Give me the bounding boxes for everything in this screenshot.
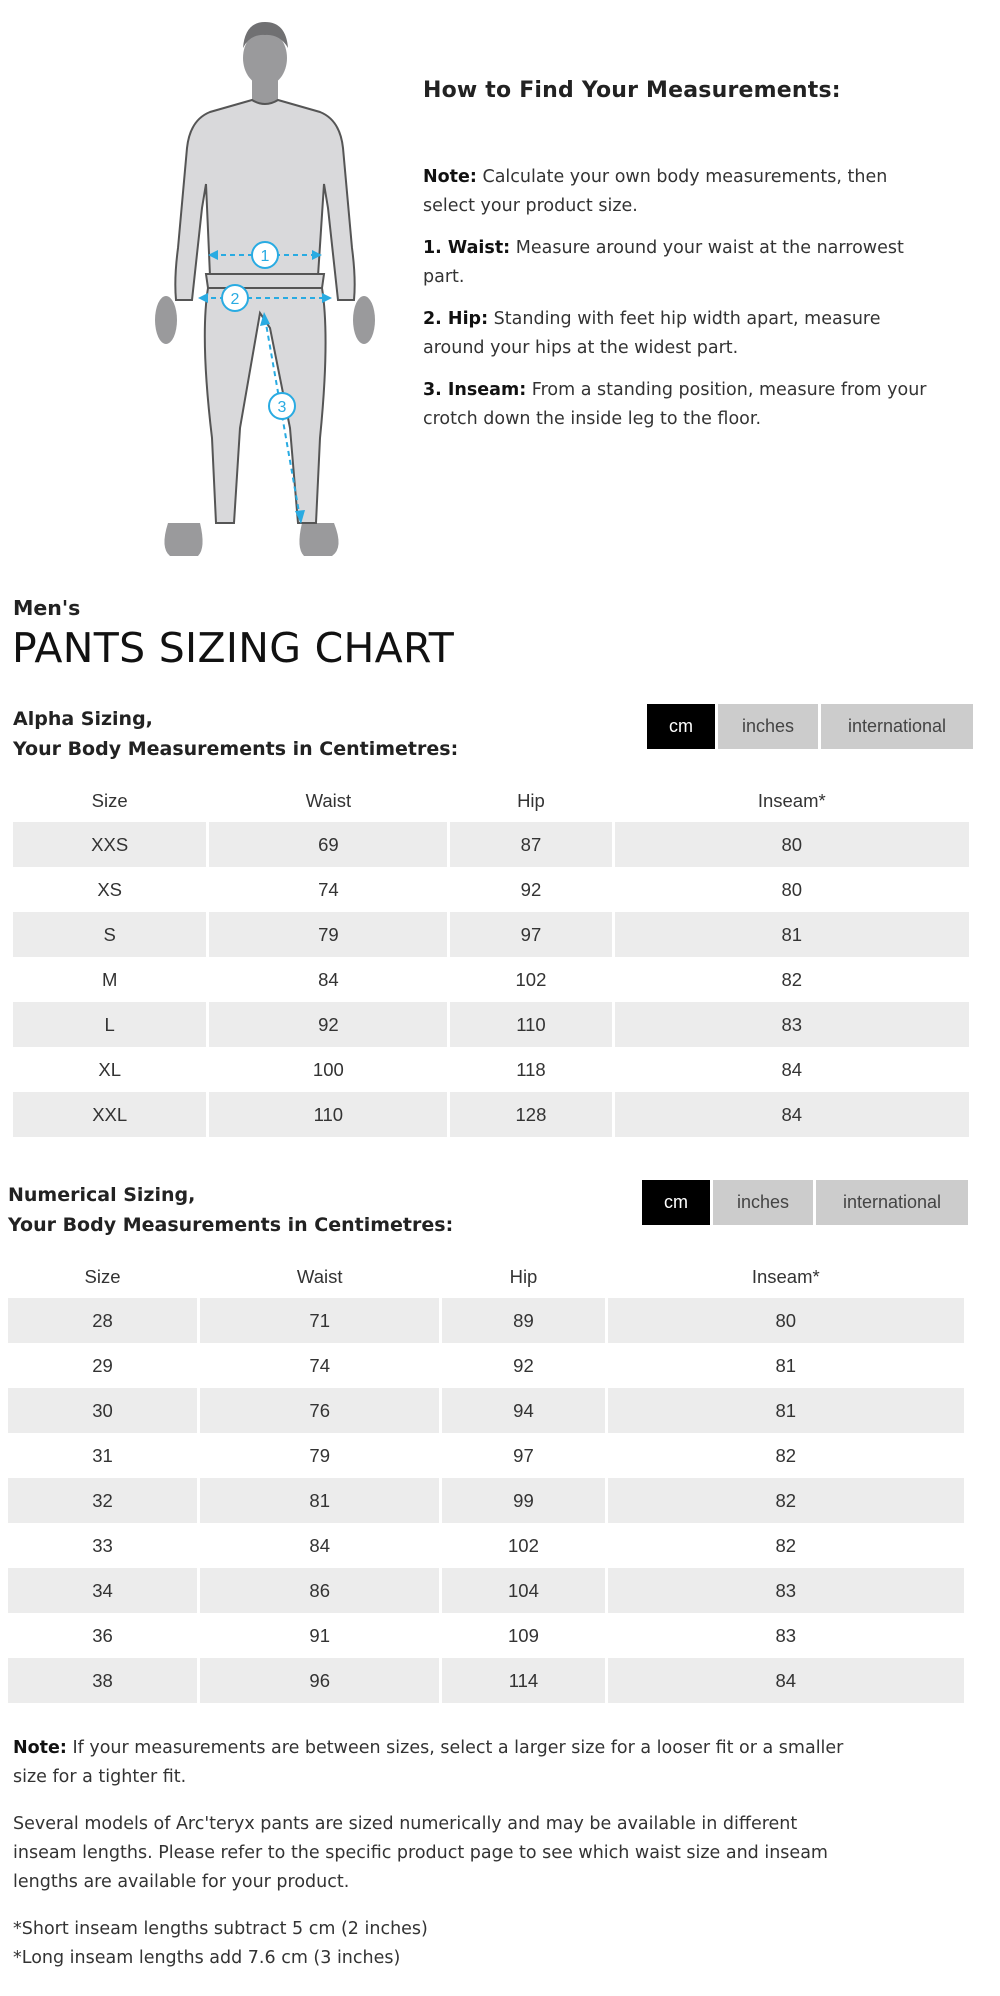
waist-cell: 86 bbox=[200, 1568, 439, 1613]
alpha-sizing-section bbox=[13, 700, 973, 1125]
size-cell: 36 bbox=[92, 1624, 113, 1646]
unit-international-button[interactable]: international bbox=[821, 704, 973, 749]
size-cell: 38 bbox=[8, 1658, 197, 1703]
waist-cell: 110 bbox=[209, 1092, 447, 1137]
column-header-hip: Hip bbox=[509, 1266, 538, 1287]
table-row bbox=[8, 1433, 964, 1478]
inseam-cell: 83 bbox=[775, 1624, 797, 1646]
waist-cell: 84 bbox=[318, 968, 339, 990]
alpha-title-line2: Your Body Measurements in Centimetres: bbox=[13, 738, 459, 760]
step-inseam bbox=[423, 376, 943, 434]
hip-cell: 110 bbox=[450, 1002, 611, 1047]
size-cell: L bbox=[13, 1002, 206, 1047]
table-row bbox=[8, 1613, 964, 1658]
inseam-cell: 84 bbox=[781, 1058, 803, 1080]
unit-international-button[interactable]: international bbox=[816, 1180, 968, 1225]
table-row bbox=[8, 1388, 964, 1433]
inseam-cell: 81 bbox=[608, 1388, 964, 1433]
instructions-note bbox=[423, 163, 943, 221]
inseam-cell: 80 bbox=[781, 878, 803, 900]
hip-cell: 92 bbox=[513, 1354, 534, 1376]
inseam-cell: 84 bbox=[608, 1658, 964, 1703]
waist-cell: 74 bbox=[318, 878, 339, 900]
waist-cell: 79 bbox=[209, 912, 447, 957]
column-header-inseam: Inseam* bbox=[751, 1266, 820, 1287]
column-header-size: Size bbox=[91, 790, 128, 811]
table-row bbox=[13, 1092, 969, 1137]
waist-cell: 81 bbox=[200, 1478, 439, 1523]
inseam-cell: 80 bbox=[615, 822, 969, 867]
column-header-waist: Waist bbox=[296, 1266, 343, 1287]
measurement-instructions bbox=[423, 78, 943, 447]
note-text: If your measurements are between sizes, select a larger size for a looser fit or a smaller size for a tighter fit. bbox=[13, 1738, 844, 1787]
figure-right-hand bbox=[353, 296, 375, 344]
numerical-unit-toggle bbox=[642, 1180, 968, 1225]
table-row bbox=[8, 1568, 964, 1613]
column-header-waist: Waist bbox=[305, 790, 352, 811]
inseam-cell: 82 bbox=[775, 1534, 797, 1556]
hip-cell: 92 bbox=[520, 878, 542, 900]
column-header-size: Size bbox=[84, 1266, 121, 1287]
waist-cell: 91 bbox=[309, 1624, 330, 1646]
table-row bbox=[13, 912, 969, 957]
note-label: Note: bbox=[423, 167, 477, 187]
table-row bbox=[8, 1478, 964, 1523]
fit-note bbox=[13, 1734, 853, 1792]
numerical-size-table bbox=[5, 1256, 967, 1703]
size-cell: 33 bbox=[92, 1534, 113, 1556]
inseam-cell: 83 bbox=[615, 1002, 969, 1047]
step-label: 3. Inseam: bbox=[423, 380, 527, 400]
inseam-cell: 82 bbox=[608, 1478, 964, 1523]
hip-cell: 89 bbox=[442, 1298, 604, 1343]
hip-marker-label: 2 bbox=[230, 291, 240, 308]
table-row bbox=[8, 1523, 964, 1568]
numerical-title-line2: Your Body Measurements in Centimetres: bbox=[8, 1214, 454, 1236]
figure-torso bbox=[175, 100, 354, 300]
figure-left-hand bbox=[155, 296, 177, 344]
unit-cm-button[interactable]: cm bbox=[647, 704, 715, 749]
alpha-unit-toggle bbox=[647, 704, 973, 749]
instructions-title: How to Find Your Measurements: bbox=[423, 78, 841, 103]
table-row bbox=[13, 822, 969, 867]
table-row bbox=[13, 1002, 969, 1047]
sizing-notes bbox=[13, 1734, 853, 1973]
waist-cell: 74 bbox=[309, 1354, 330, 1376]
size-cell: 29 bbox=[92, 1354, 113, 1376]
table-header-row bbox=[13, 780, 969, 822]
table-header-row bbox=[8, 1256, 964, 1298]
step-label: 2. Hip: bbox=[423, 309, 489, 329]
inseam-cell: 82 bbox=[781, 968, 803, 990]
body-measurement-figure bbox=[140, 8, 390, 568]
alpha-title-line1: Alpha Sizing, bbox=[13, 708, 153, 730]
numerical-sizing-section bbox=[8, 1176, 968, 1691]
hip-cell: 128 bbox=[450, 1092, 611, 1137]
inseam-cell: 81 bbox=[775, 1354, 797, 1376]
size-cell: XXS bbox=[13, 822, 206, 867]
hip-cell: 87 bbox=[450, 822, 611, 867]
waist-cell: 92 bbox=[209, 1002, 447, 1047]
waist-cell: 96 bbox=[200, 1658, 439, 1703]
size-cell: 28 bbox=[8, 1298, 197, 1343]
size-cell: XS bbox=[97, 878, 123, 900]
numerical-title-line1: Numerical Sizing, bbox=[8, 1184, 196, 1206]
long-inseam-note: *Long inseam lengths add 7.6 cm (3 inches) bbox=[13, 1948, 401, 1968]
unit-inches-button[interactable]: inches bbox=[718, 704, 818, 749]
step-label: 1. Waist: bbox=[423, 238, 511, 258]
short-inseam-note: *Short inseam lengths subtract 5 cm (2 inches) bbox=[13, 1919, 428, 1939]
hip-cell: 109 bbox=[508, 1624, 539, 1646]
note-text: Calculate your own body measurements, then select your product size. bbox=[423, 167, 888, 216]
waist-cell: 100 bbox=[312, 1058, 344, 1080]
step-text: Measure around your waist at the narrowest part. bbox=[423, 238, 904, 287]
hip-cell: 97 bbox=[450, 912, 611, 957]
inseam-cell: 81 bbox=[615, 912, 969, 957]
waist-cell: 84 bbox=[309, 1534, 330, 1556]
numerical-section-header bbox=[8, 1176, 968, 1240]
size-cell: 34 bbox=[8, 1568, 197, 1613]
unit-inches-button[interactable]: inches bbox=[713, 1180, 813, 1225]
models-note: Several models of Arc'teryx pants are sized numerically and may be available in different inseam lengths. Please refer to the specific product page to see which waist size and inseam lengths are available for your product. bbox=[13, 1814, 828, 1892]
alpha-section-title bbox=[13, 704, 458, 764]
body-figure-svg bbox=[140, 8, 390, 568]
hip-cell: 94 bbox=[442, 1388, 604, 1433]
column-header-hip: Hip bbox=[517, 790, 545, 811]
hip-cell: 102 bbox=[515, 968, 547, 990]
gender-label: Men's bbox=[13, 596, 81, 620]
size-cell: XL bbox=[98, 1058, 121, 1080]
size-cell: 30 bbox=[8, 1388, 197, 1433]
waist-cell: 71 bbox=[200, 1298, 439, 1343]
waist-cell: 76 bbox=[200, 1388, 439, 1433]
inseam-cell: 83 bbox=[608, 1568, 964, 1613]
hip-cell: 99 bbox=[442, 1478, 604, 1523]
inseam-cell: 80 bbox=[608, 1298, 964, 1343]
page-title: PANTS SIZING CHART bbox=[12, 624, 455, 672]
table-row bbox=[13, 1047, 969, 1092]
size-cell: 32 bbox=[8, 1478, 197, 1523]
numerical-section-title bbox=[8, 1180, 453, 1240]
hip-cell: 97 bbox=[513, 1444, 534, 1466]
figure-left-foot bbox=[164, 523, 202, 556]
table-row bbox=[13, 957, 969, 1002]
waist-cell: 69 bbox=[209, 822, 447, 867]
hip-cell: 104 bbox=[442, 1568, 604, 1613]
figure-right-foot bbox=[299, 523, 338, 556]
alpha-section-header bbox=[13, 700, 973, 764]
table-row bbox=[8, 1298, 964, 1343]
table-row bbox=[13, 867, 969, 912]
column-header-inseam: Inseam* bbox=[757, 790, 826, 811]
step-text: Standing with feet hip width apart, measure around your hips at the widest part. bbox=[423, 309, 881, 358]
hip-cell: 114 bbox=[442, 1658, 604, 1703]
waist-cell: 79 bbox=[309, 1444, 330, 1466]
step-text: From a standing position, measure from your crotch down the inside leg to the floor. bbox=[423, 380, 927, 429]
size-cell: M bbox=[101, 968, 118, 990]
alpha-size-table bbox=[10, 780, 972, 1137]
waist-marker-label: 1 bbox=[260, 248, 270, 265]
inseam-cell: 84 bbox=[615, 1092, 969, 1137]
size-cell: 31 bbox=[92, 1444, 113, 1466]
table-row bbox=[8, 1658, 964, 1703]
size-cell: XXL bbox=[13, 1092, 206, 1137]
step-hip bbox=[423, 305, 943, 363]
note-label: Note: bbox=[13, 1738, 67, 1758]
hip-cell: 118 bbox=[516, 1058, 546, 1080]
hip-cell: 102 bbox=[508, 1534, 539, 1556]
unit-cm-button[interactable]: cm bbox=[642, 1180, 710, 1225]
size-cell: S bbox=[13, 912, 206, 957]
inseam-cell: 82 bbox=[775, 1444, 797, 1466]
step-waist bbox=[423, 234, 943, 292]
inseam-marker-label: 3 bbox=[277, 399, 287, 416]
table-row bbox=[8, 1343, 964, 1388]
